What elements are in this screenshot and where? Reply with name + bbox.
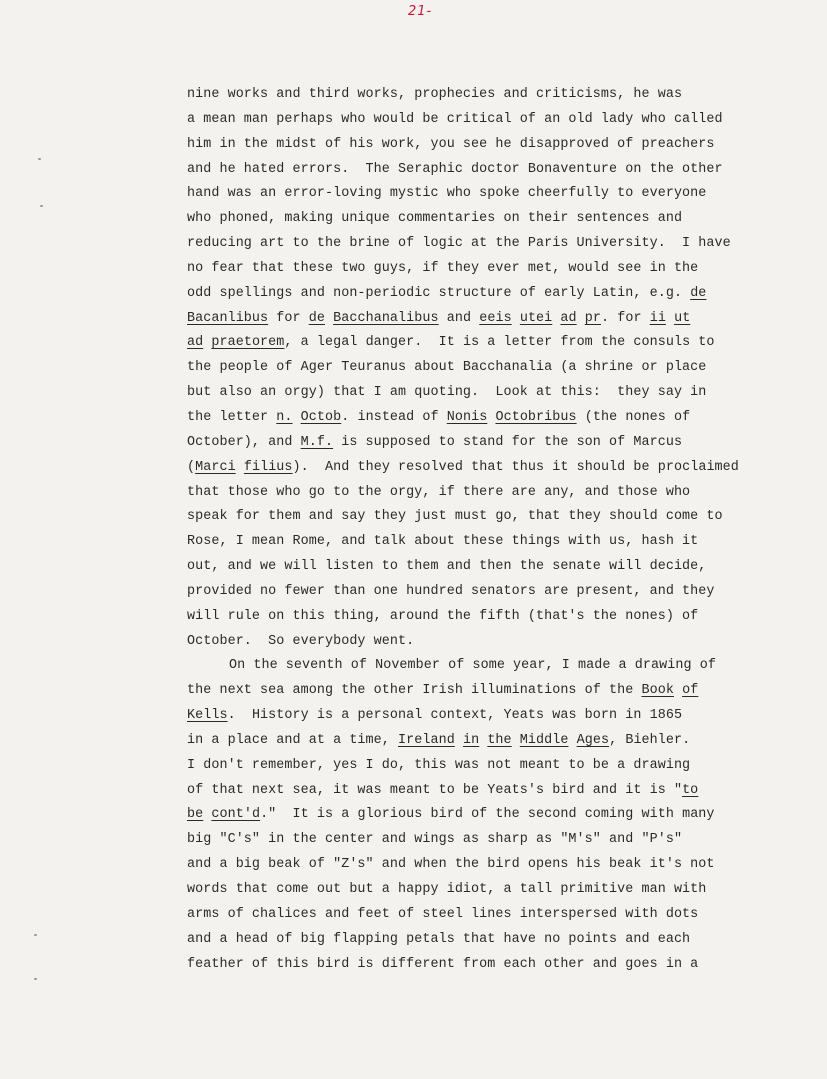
underlined-word: Marci bbox=[195, 459, 236, 475]
underlined-word: Kells bbox=[187, 708, 228, 724]
text-line bbox=[187, 754, 777, 779]
underlined-word: Bacanlibus bbox=[187, 310, 269, 326]
text-segment: . for bbox=[601, 310, 650, 326]
text-line bbox=[187, 182, 777, 207]
text-segment: (the nones of bbox=[576, 409, 691, 425]
underlined-word: utei bbox=[519, 310, 553, 326]
text-line bbox=[187, 953, 777, 978]
text-line bbox=[187, 779, 777, 804]
text-segment: big "C's" in the center and wings as sharp as "M's" and "P's" bbox=[187, 832, 683, 848]
text-segment: that those who go to the orgy, if there are any, and those who bbox=[187, 484, 691, 500]
scan-speck bbox=[34, 934, 37, 936]
text-segment: October), and bbox=[187, 434, 301, 450]
text-line bbox=[187, 232, 777, 257]
text-segment: and he hated errors. The Seraphic doctor Bonaventure on the other bbox=[187, 161, 723, 177]
text-line bbox=[187, 83, 777, 108]
underlined-word: pr bbox=[584, 310, 602, 326]
typed-text-body bbox=[187, 83, 777, 977]
text-segment: for bbox=[268, 310, 309, 326]
text-segment: will rule on this thing, around the fifth (that's the nones) of bbox=[187, 608, 699, 624]
text-segment: ( bbox=[187, 459, 196, 475]
text-line bbox=[187, 431, 777, 456]
text-line bbox=[187, 481, 777, 506]
text-segment: the next sea among the other Irish illuminations of the bbox=[187, 683, 642, 699]
text-segment: and a head of big flapping petals that have no points and each bbox=[187, 931, 691, 947]
page-number: 21- bbox=[408, 4, 433, 19]
text-segment: words that come out but a happy idiot, a tall primitive man with bbox=[187, 882, 707, 897]
text-line bbox=[187, 903, 777, 928]
text-line bbox=[187, 456, 777, 481]
text-segment: and a big beak of "Z's" and when the bird opens his beak it's not bbox=[187, 857, 715, 873]
underlined-word: Middle bbox=[519, 732, 569, 748]
text-line bbox=[187, 158, 777, 183]
text-segment: reducing art to the brine of logic at the Paris University. I have bbox=[187, 236, 731, 252]
text-line bbox=[187, 555, 777, 580]
underlined-word: cont'd bbox=[211, 807, 261, 823]
text-line bbox=[187, 207, 777, 232]
underlined-word: Nonis bbox=[446, 409, 488, 425]
text-segment: the people of Ager Teuranus about Bacchanalia (a shrine or place bbox=[187, 360, 707, 376]
text-line bbox=[187, 406, 777, 431]
text-segment: the letter bbox=[187, 409, 277, 425]
scan-speck bbox=[40, 205, 43, 207]
text-segment bbox=[666, 311, 674, 326]
text-segment: is supposed to stand for the son of Marcus bbox=[333, 434, 683, 450]
text-line bbox=[187, 505, 777, 530]
text-segment: , Biehler. bbox=[609, 732, 691, 748]
text-segment: ." It is a glorious bird of the second coming with many bbox=[260, 807, 715, 823]
underlined-word: praetorem bbox=[211, 335, 285, 351]
text-segment: hand was an error-loving mystic who spoke cheerfully to everyone bbox=[187, 186, 707, 202]
underlined-word: Octobribus bbox=[495, 409, 577, 425]
text-segment: , a legal danger. It is a letter from the consuls to bbox=[284, 335, 715, 351]
text-segment bbox=[236, 460, 244, 475]
underlined-word: ad bbox=[187, 335, 204, 351]
text-line bbox=[187, 133, 777, 158]
text-segment: provided no fewer than one hundred senators are present, and they bbox=[187, 583, 715, 599]
text-segment bbox=[293, 410, 301, 425]
text-line bbox=[187, 356, 777, 381]
underlined-word: to bbox=[682, 782, 699, 798]
text-segment bbox=[325, 311, 333, 326]
text-segment: in a place and at a time, bbox=[187, 732, 399, 748]
text-line bbox=[187, 307, 777, 332]
paragraph bbox=[187, 654, 777, 977]
underlined-word: de bbox=[308, 310, 325, 326]
text-segment: ). And they resolved that thus it should be proclaimed bbox=[292, 459, 739, 475]
text-line bbox=[187, 605, 777, 630]
text-segment bbox=[512, 311, 520, 326]
text-segment: a mean man perhaps who would be critical of an old lady who called bbox=[187, 111, 723, 127]
text-line bbox=[187, 381, 777, 406]
text-segment: Rose, I mean Rome, and talk about these things with us, hash it bbox=[187, 534, 699, 550]
text-line bbox=[187, 729, 777, 754]
text-segment: I don't remember, yes I do, this was not meant to be a drawing bbox=[187, 757, 691, 773]
underlined-word: of bbox=[682, 683, 699, 699]
text-segment bbox=[674, 683, 682, 698]
text-segment: On the seventh of November of some year, I made a drawing of bbox=[229, 658, 716, 674]
text-segment: arms of chalices and feet of steel lines interspersed with dots bbox=[187, 906, 699, 922]
scan-speck bbox=[34, 978, 37, 980]
underlined-word: in bbox=[462, 732, 480, 748]
text-segment: October. So everybody went. bbox=[187, 633, 415, 649]
underlined-word: ii bbox=[649, 310, 666, 326]
text-segment bbox=[512, 733, 520, 748]
text-line bbox=[187, 679, 777, 704]
text-line bbox=[187, 803, 777, 828]
underlined-word: Ages bbox=[576, 732, 610, 748]
text-segment: him in the midst of his work, you see he disapproved of preachers bbox=[187, 136, 715, 152]
text-segment: but also an orgy) that I am quoting. Look at this: they say in bbox=[187, 385, 707, 401]
text-segment: out, and we will listen to them and then the senate will decide, bbox=[187, 559, 707, 575]
text-segment: and bbox=[438, 310, 480, 326]
underlined-word: filius bbox=[243, 459, 293, 475]
text-line bbox=[187, 331, 777, 356]
text-line bbox=[187, 704, 777, 729]
text-segment bbox=[577, 311, 585, 326]
text-line bbox=[187, 654, 777, 679]
text-segment: . instead of bbox=[341, 409, 447, 425]
text-segment: feather of this bird is different from each other and goes in a bbox=[187, 956, 699, 972]
text-line bbox=[187, 282, 777, 307]
underlined-word: Bacchanalibus bbox=[333, 310, 439, 326]
text-line bbox=[187, 878, 777, 903]
text-segment: who phoned, making unique commentaries on their sentences and bbox=[187, 211, 683, 227]
paragraph bbox=[187, 83, 777, 654]
underlined-word: be bbox=[187, 807, 204, 823]
underlined-word: Ireland bbox=[398, 732, 455, 748]
underlined-word: n. bbox=[276, 409, 293, 425]
text-line bbox=[187, 828, 777, 853]
underlined-word: ad bbox=[560, 310, 577, 326]
underlined-word: the bbox=[487, 732, 512, 748]
text-segment bbox=[455, 733, 463, 748]
underlined-word: de bbox=[690, 285, 707, 301]
text-line bbox=[187, 853, 777, 878]
text-line bbox=[187, 108, 777, 133]
underlined-word: eeis bbox=[479, 310, 512, 326]
text-segment: speak for them and say they just must go, that they should come to bbox=[187, 509, 723, 525]
text-segment: odd spellings and non-periodic structure of early Latin, e.g. bbox=[187, 285, 691, 301]
underlined-word: ut bbox=[674, 310, 691, 326]
text-segment: . History is a personal context, Yeats was born in 1865 bbox=[227, 708, 683, 724]
text-line bbox=[187, 257, 777, 282]
text-line bbox=[187, 530, 777, 555]
text-line bbox=[187, 630, 777, 655]
text-segment: of that next sea, it was meant to be Yeats's bird and it is " bbox=[187, 782, 683, 798]
text-segment bbox=[569, 733, 577, 748]
text-line bbox=[187, 580, 777, 605]
underlined-word: Octob bbox=[300, 409, 342, 425]
text-line bbox=[187, 928, 777, 953]
underlined-word: M.f. bbox=[300, 434, 334, 450]
underlined-word: Book bbox=[641, 683, 674, 699]
scan-speck bbox=[38, 158, 41, 160]
text-segment: nine works and third works, prophecies and criticisms, he was bbox=[187, 87, 683, 102]
text-segment: no fear that these two guys, if they ever met, would see in the bbox=[187, 260, 699, 276]
